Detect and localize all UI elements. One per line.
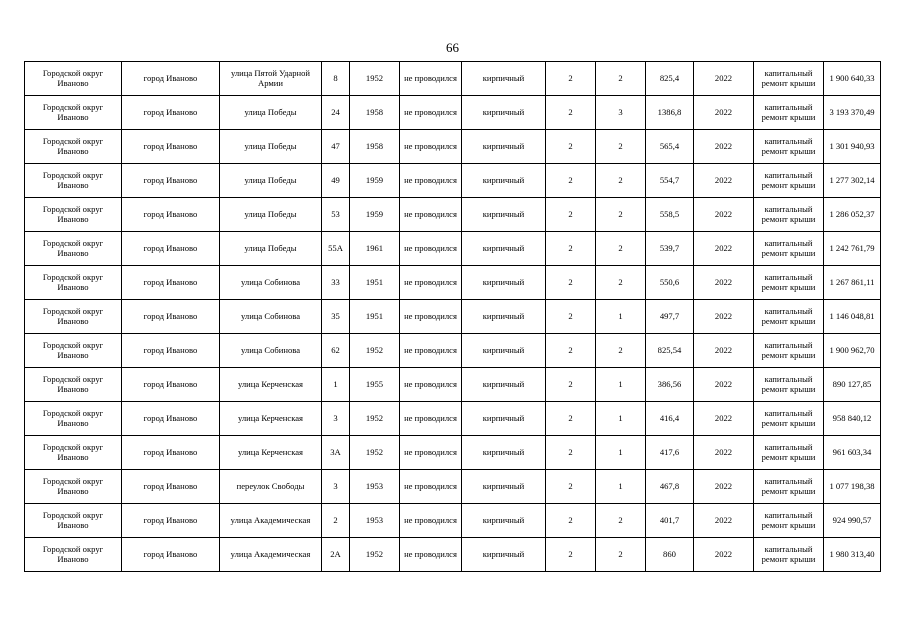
- cost-cell: 1 900 962,70: [824, 334, 881, 368]
- entrances-cell: 1: [596, 470, 646, 504]
- settlement-cell: город Иваново: [122, 368, 220, 402]
- cost-cell: 1 286 052,37: [824, 198, 881, 232]
- wall-material-cell: кирпичный: [462, 334, 546, 368]
- area-cell: 550,6: [646, 266, 694, 300]
- house-number-cell: 49: [322, 164, 350, 198]
- plan-year-cell: 2022: [694, 504, 754, 538]
- cost-cell: 1 077 198,38: [824, 470, 881, 504]
- area-cell: 825,4: [646, 62, 694, 96]
- floors-cell: 2: [546, 130, 596, 164]
- table-row: [25, 198, 881, 232]
- work-type-cell: капитальный ремонт крыши: [754, 232, 824, 266]
- entrances-cell: 3: [596, 96, 646, 130]
- entrances-cell: 2: [596, 164, 646, 198]
- work-type-cell: капитальный ремонт крыши: [754, 538, 824, 572]
- work-type-cell: капитальный ремонт крыши: [754, 96, 824, 130]
- table-row: [25, 232, 881, 266]
- settlement-cell: город Иваново: [122, 232, 220, 266]
- table-row: [25, 334, 881, 368]
- work-type-cell: капитальный ремонт крыши: [754, 130, 824, 164]
- floors-cell: 2: [546, 266, 596, 300]
- plan-year-cell: 2022: [694, 402, 754, 436]
- floors-cell: 2: [546, 470, 596, 504]
- floors-cell: 2: [546, 62, 596, 96]
- area-cell: 558,5: [646, 198, 694, 232]
- house-number-cell: 33: [322, 266, 350, 300]
- cost-cell: 961 603,34: [824, 436, 881, 470]
- last-repair-cell: не проводился: [400, 470, 462, 504]
- settlement-cell: город Иваново: [122, 402, 220, 436]
- settlement-cell: город Иваново: [122, 130, 220, 164]
- work-type-cell: капитальный ремонт крыши: [754, 266, 824, 300]
- settlement-cell: город Иваново: [122, 266, 220, 300]
- street-cell: улица Победы: [220, 198, 322, 232]
- floors-cell: 2: [546, 96, 596, 130]
- last-repair-cell: не проводился: [400, 232, 462, 266]
- work-type-cell: капитальный ремонт крыши: [754, 402, 824, 436]
- work-type-cell: капитальный ремонт крыши: [754, 300, 824, 334]
- house-number-cell: 55А: [322, 232, 350, 266]
- municipality-cell: Городской округ Иваново: [25, 300, 122, 334]
- year-built-cell: 1952: [350, 62, 400, 96]
- work-type-cell: капитальный ремонт крыши: [754, 368, 824, 402]
- last-repair-cell: не проводился: [400, 164, 462, 198]
- entrances-cell: 1: [596, 368, 646, 402]
- table-row: [25, 62, 881, 96]
- cost-cell: 1 242 761,79: [824, 232, 881, 266]
- settlement-cell: город Иваново: [122, 300, 220, 334]
- area-cell: 417,6: [646, 436, 694, 470]
- area-cell: 401,7: [646, 504, 694, 538]
- last-repair-cell: не проводился: [400, 198, 462, 232]
- entrances-cell: 2: [596, 232, 646, 266]
- wall-material-cell: кирпичный: [462, 538, 546, 572]
- settlement-cell: город Иваново: [122, 538, 220, 572]
- last-repair-cell: не проводился: [400, 538, 462, 572]
- street-cell: улица Академическая: [220, 504, 322, 538]
- cost-cell: 1 900 640,33: [824, 62, 881, 96]
- street-cell: улица Победы: [220, 232, 322, 266]
- street-cell: улица Победы: [220, 164, 322, 198]
- municipality-cell: Городской округ Иваново: [25, 334, 122, 368]
- municipality-cell: Городской округ Иваново: [25, 164, 122, 198]
- entrances-cell: 2: [596, 334, 646, 368]
- last-repair-cell: не проводился: [400, 300, 462, 334]
- plan-year-cell: 2022: [694, 164, 754, 198]
- street-cell: улица Собинова: [220, 334, 322, 368]
- house-number-cell: 35: [322, 300, 350, 334]
- house-number-cell: 3: [322, 402, 350, 436]
- table-row: [25, 538, 881, 572]
- wall-material-cell: кирпичный: [462, 402, 546, 436]
- last-repair-cell: не проводился: [400, 368, 462, 402]
- table-row: [25, 300, 881, 334]
- wall-material-cell: кирпичный: [462, 62, 546, 96]
- municipality-cell: Городской округ Иваново: [25, 232, 122, 266]
- last-repair-cell: не проводился: [400, 130, 462, 164]
- year-built-cell: 1953: [350, 504, 400, 538]
- floors-cell: 2: [546, 300, 596, 334]
- work-type-cell: капитальный ремонт крыши: [754, 470, 824, 504]
- floors-cell: 2: [546, 198, 596, 232]
- wall-material-cell: кирпичный: [462, 436, 546, 470]
- municipality-cell: Городской округ Иваново: [25, 266, 122, 300]
- house-number-cell: 3: [322, 470, 350, 504]
- floors-cell: 2: [546, 538, 596, 572]
- settlement-cell: город Иваново: [122, 164, 220, 198]
- wall-material-cell: кирпичный: [462, 504, 546, 538]
- plan-year-cell: 2022: [694, 470, 754, 504]
- plan-year-cell: 2022: [694, 300, 754, 334]
- municipality-cell: Городской округ Иваново: [25, 198, 122, 232]
- municipality-cell: Городской округ Иваново: [25, 130, 122, 164]
- wall-material-cell: кирпичный: [462, 368, 546, 402]
- entrances-cell: 2: [596, 198, 646, 232]
- plan-year-cell: 2022: [694, 130, 754, 164]
- settlement-cell: город Иваново: [122, 436, 220, 470]
- work-type-cell: капитальный ремонт крыши: [754, 334, 824, 368]
- table-row: [25, 164, 881, 198]
- cost-cell: 1 267 861,11: [824, 266, 881, 300]
- area-cell: 1386,8: [646, 96, 694, 130]
- cost-cell: 958 840,12: [824, 402, 881, 436]
- wall-material-cell: кирпичный: [462, 232, 546, 266]
- street-cell: улица Собинова: [220, 266, 322, 300]
- street-cell: улица Академическая: [220, 538, 322, 572]
- area-cell: 825,54: [646, 334, 694, 368]
- last-repair-cell: не проводился: [400, 96, 462, 130]
- table-row: [25, 266, 881, 300]
- wall-material-cell: кирпичный: [462, 130, 546, 164]
- plan-year-cell: 2022: [694, 62, 754, 96]
- area-cell: 554,7: [646, 164, 694, 198]
- year-built-cell: 1959: [350, 198, 400, 232]
- house-number-cell: 24: [322, 96, 350, 130]
- table-row: [25, 402, 881, 436]
- house-number-cell: 3А: [322, 436, 350, 470]
- municipality-cell: Городской округ Иваново: [25, 504, 122, 538]
- street-cell: улица Победы: [220, 96, 322, 130]
- last-repair-cell: не проводился: [400, 504, 462, 538]
- street-cell: улица Победы: [220, 130, 322, 164]
- year-built-cell: 1952: [350, 334, 400, 368]
- plan-year-cell: 2022: [694, 266, 754, 300]
- house-number-cell: 62: [322, 334, 350, 368]
- settlement-cell: город Иваново: [122, 62, 220, 96]
- year-built-cell: 1958: [350, 130, 400, 164]
- year-built-cell: 1953: [350, 470, 400, 504]
- entrances-cell: 1: [596, 300, 646, 334]
- building-repair-table: [24, 61, 881, 572]
- municipality-cell: Городской округ Иваново: [25, 62, 122, 96]
- entrances-cell: 2: [596, 504, 646, 538]
- municipality-cell: Городской округ Иваново: [25, 436, 122, 470]
- wall-material-cell: кирпичный: [462, 266, 546, 300]
- plan-year-cell: 2022: [694, 368, 754, 402]
- last-repair-cell: не проводился: [400, 266, 462, 300]
- entrances-cell: 2: [596, 538, 646, 572]
- table-row: [25, 504, 881, 538]
- wall-material-cell: кирпичный: [462, 198, 546, 232]
- page-number: 66: [446, 40, 459, 55]
- settlement-cell: город Иваново: [122, 470, 220, 504]
- area-cell: 467,8: [646, 470, 694, 504]
- municipality-cell: Городской округ Иваново: [25, 368, 122, 402]
- year-built-cell: 1952: [350, 402, 400, 436]
- area-cell: 386,56: [646, 368, 694, 402]
- year-built-cell: 1955: [350, 368, 400, 402]
- year-built-cell: 1951: [350, 300, 400, 334]
- house-number-cell: 1: [322, 368, 350, 402]
- cost-cell: 3 193 370,49: [824, 96, 881, 130]
- plan-year-cell: 2022: [694, 334, 754, 368]
- floors-cell: 2: [546, 232, 596, 266]
- street-cell: улица Керченская: [220, 436, 322, 470]
- work-type-cell: капитальный ремонт крыши: [754, 62, 824, 96]
- plan-year-cell: 2022: [694, 436, 754, 470]
- floors-cell: 2: [546, 164, 596, 198]
- area-cell: 416,4: [646, 402, 694, 436]
- street-cell: улица Керченская: [220, 402, 322, 436]
- area-cell: 860: [646, 538, 694, 572]
- floors-cell: 2: [546, 504, 596, 538]
- entrances-cell: 1: [596, 436, 646, 470]
- plan-year-cell: 2022: [694, 198, 754, 232]
- street-cell: улица Пятой Ударной Армии: [220, 62, 322, 96]
- wall-material-cell: кирпичный: [462, 164, 546, 198]
- street-cell: улица Керченская: [220, 368, 322, 402]
- wall-material-cell: кирпичный: [462, 300, 546, 334]
- cost-cell: 924 990,57: [824, 504, 881, 538]
- table-row: [25, 470, 881, 504]
- settlement-cell: город Иваново: [122, 504, 220, 538]
- last-repair-cell: не проводился: [400, 402, 462, 436]
- year-built-cell: 1959: [350, 164, 400, 198]
- wall-material-cell: кирпичный: [462, 470, 546, 504]
- street-cell: переулок Свободы: [220, 470, 322, 504]
- municipality-cell: Городской округ Иваново: [25, 470, 122, 504]
- cost-cell: 1 277 302,14: [824, 164, 881, 198]
- house-number-cell: 2: [322, 504, 350, 538]
- municipality-cell: Городской округ Иваново: [25, 96, 122, 130]
- house-number-cell: 2А: [322, 538, 350, 572]
- cost-cell: 1 301 940,93: [824, 130, 881, 164]
- area-cell: 539,7: [646, 232, 694, 266]
- municipality-cell: Городской округ Иваново: [25, 538, 122, 572]
- last-repair-cell: не проводился: [400, 62, 462, 96]
- settlement-cell: город Иваново: [122, 334, 220, 368]
- year-built-cell: 1951: [350, 266, 400, 300]
- year-built-cell: 1958: [350, 96, 400, 130]
- entrances-cell: 2: [596, 130, 646, 164]
- table-row: [25, 96, 881, 130]
- cost-cell: 1 146 048,81: [824, 300, 881, 334]
- plan-year-cell: 2022: [694, 538, 754, 572]
- last-repair-cell: не проводился: [400, 334, 462, 368]
- wall-material-cell: кирпичный: [462, 96, 546, 130]
- floors-cell: 2: [546, 402, 596, 436]
- table-row: [25, 368, 881, 402]
- cost-cell: 890 127,85: [824, 368, 881, 402]
- municipality-cell: Городской округ Иваново: [25, 402, 122, 436]
- work-type-cell: капитальный ремонт крыши: [754, 504, 824, 538]
- entrances-cell: 1: [596, 402, 646, 436]
- street-cell: улица Собинова: [220, 300, 322, 334]
- table-row: [25, 130, 881, 164]
- work-type-cell: капитальный ремонт крыши: [754, 164, 824, 198]
- house-number-cell: 47: [322, 130, 350, 164]
- table-body: [25, 62, 881, 572]
- last-repair-cell: не проводился: [400, 436, 462, 470]
- floors-cell: 2: [546, 436, 596, 470]
- table-row: [25, 436, 881, 470]
- floors-cell: 2: [546, 368, 596, 402]
- work-type-cell: капитальный ремонт крыши: [754, 198, 824, 232]
- floors-cell: 2: [546, 334, 596, 368]
- plan-year-cell: 2022: [694, 232, 754, 266]
- area-cell: 497,7: [646, 300, 694, 334]
- year-built-cell: 1961: [350, 232, 400, 266]
- plan-year-cell: 2022: [694, 96, 754, 130]
- cost-cell: 1 980 313,40: [824, 538, 881, 572]
- area-cell: 565,4: [646, 130, 694, 164]
- settlement-cell: город Иваново: [122, 198, 220, 232]
- house-number-cell: 53: [322, 198, 350, 232]
- year-built-cell: 1952: [350, 436, 400, 470]
- house-number-cell: 8: [322, 62, 350, 96]
- year-built-cell: 1952: [350, 538, 400, 572]
- work-type-cell: капитальный ремонт крыши: [754, 436, 824, 470]
- entrances-cell: 2: [596, 266, 646, 300]
- entrances-cell: 2: [596, 62, 646, 96]
- settlement-cell: город Иваново: [122, 96, 220, 130]
